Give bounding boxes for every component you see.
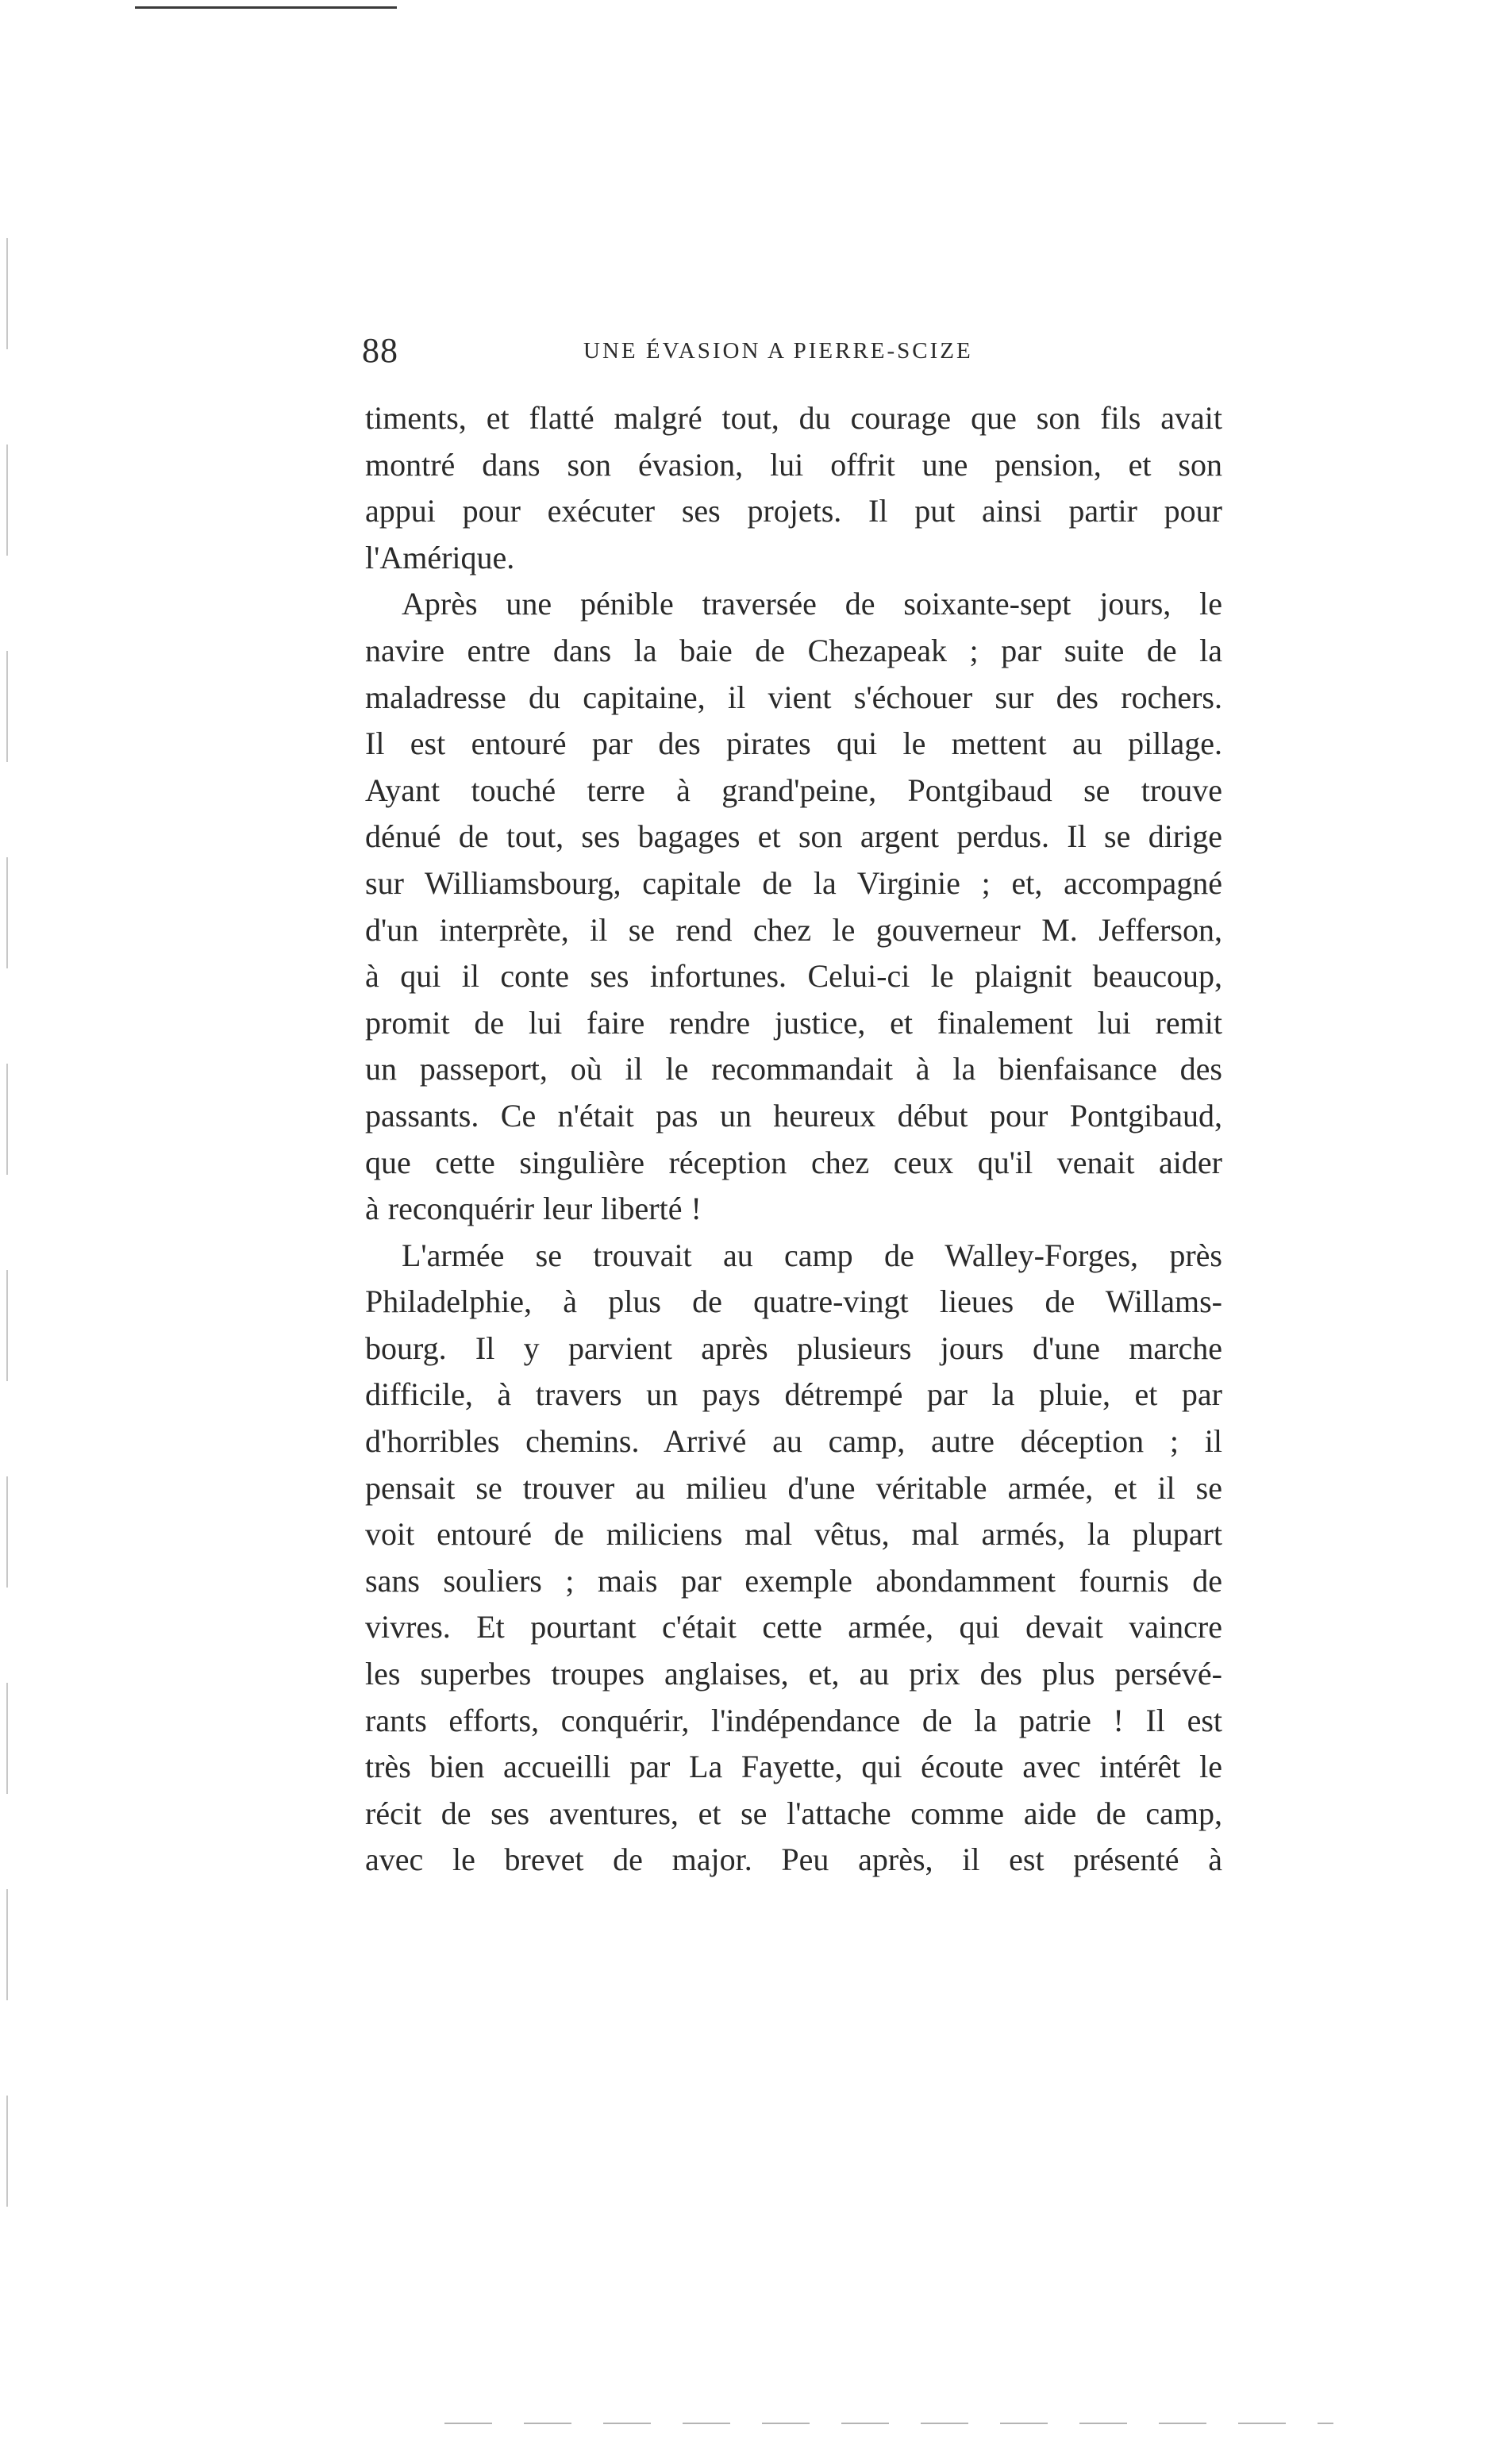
- text-line: maladresse du capitaine, il vient s'échouer sur des rochers.: [365, 679, 1222, 715]
- scan-rule-top: [135, 6, 397, 9]
- text-line: promit de lui faire rendre justice, et finalement lui remit: [365, 1004, 1222, 1041]
- text-line: très bien accueilli par La Fayette, qui écoute avec intérêt le: [365, 1749, 1222, 1785]
- text-line: sur Williamsbourg, capitale de la Virginie ; et, accompagné: [365, 864, 1222, 901]
- text-line: navire entre dans la baie de Chezapeak ; par suite de la: [365, 632, 1222, 668]
- text-line: rants efforts, conquérir, l'indépendance de la patrie ! Il est: [365, 1702, 1222, 1738]
- text-line: un passeport, où il le recommandait à la bienfaisance des: [365, 1051, 1222, 1087]
- text-line: à reconquérir leur liberté !: [365, 1191, 702, 1227]
- text-line: d'horribles chemins. Arrivé au camp, autre déception ; il: [365, 1423, 1222, 1460]
- text-line: avec le brevet de major. Peu après, il est présenté à: [365, 1842, 1222, 1878]
- scan-rule-bottom: [444, 2423, 1333, 2424]
- text-line: montré dans son évasion, lui offrit une pension, et son: [365, 446, 1222, 483]
- text-line: L'armée se trouvait au camp de Walley-Forges, près: [402, 1237, 1222, 1273]
- text-line: passants. Ce n'était pas un heureux début pour Pontgibaud,: [365, 1097, 1222, 1133]
- body-text: [365, 395, 1222, 1884]
- text-line: difficile, à travers un pays détrempé par la pluie, et par: [365, 1376, 1222, 1413]
- text-line: timents, et flatté malgré tout, du courage que son fils avait: [365, 400, 1222, 436]
- text-line: à qui il conte ses infortunes. Celui-ci le plaignit beaucoup,: [365, 958, 1222, 995]
- text-line: Après une pénible traversée de soixante-sept jours, le: [402, 586, 1222, 622]
- text-line: Philadelphie, à plus de quatre-vingt lieues de Willams-: [365, 1284, 1222, 1320]
- text-line: récit de ses aventures, et se l'attache comme aide de camp,: [365, 1795, 1222, 1831]
- text-line: sans souliers ; mais par exemple abondamment fournis de: [365, 1562, 1222, 1599]
- text-line: Ayant touché terre à grand'peine, Pontgibaud se trouve: [365, 772, 1222, 808]
- text-line: appui pour exécuter ses projets. Il put ainsi partir pour: [365, 493, 1222, 529]
- page-number: 88: [362, 331, 398, 370]
- scan-edge: [6, 238, 8, 2302]
- text-line: pensait se trouver au milieu d'une véritable armée, et il se: [365, 1469, 1222, 1506]
- text-line: que cette singulière réception chez ceux qu'il venait aider: [365, 1144, 1222, 1180]
- text-line: vivres. Et pourtant c'était cette armée, qui devait vaincre: [365, 1609, 1222, 1645]
- text-line: d'un interprète, il se rend chez le gouverneur M. Jefferson,: [365, 911, 1222, 948]
- text-line: Il est entouré par des pirates qui le mettent au pillage.: [365, 726, 1222, 762]
- text-line: l'Amérique.: [365, 539, 515, 575]
- text-line: voit entouré de miliciens mal vêtus, mal armés, la plupart: [365, 1516, 1222, 1553]
- text-line: bourg. Il y parvient après plusieurs jours d'une marche: [365, 1330, 1222, 1366]
- text-line: les superbes troupes anglaises, et, au prix des plus persévé-: [365, 1656, 1222, 1692]
- text-line: dénué de tout, ses bagages et son argent perdus. Il se dirige: [365, 818, 1222, 855]
- running-head: UNE ÉVASION A PIERRE-SCIZE: [583, 338, 973, 364]
